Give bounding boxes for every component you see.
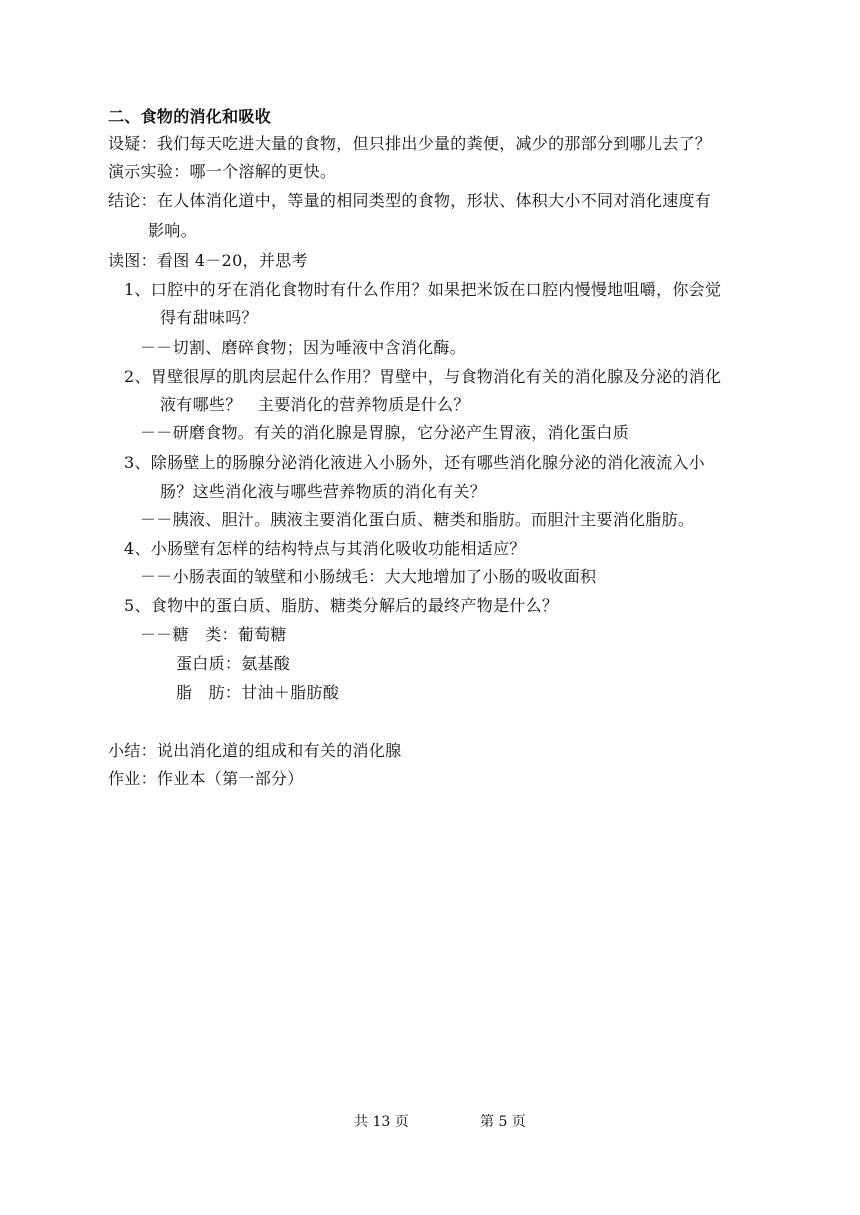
answer-1: －－切割、磨碎食物；因为唾液中含消化酶。 (140, 338, 467, 357)
answer-2: －－研磨食物。有关的消化腺是胃腺，它分泌产生胃液，消化蛋白质 (140, 423, 630, 442)
conclusion-line: 结论：在人体消化道中，等量的相同类型的食物，形状、体积大小不同对消化速度有 (108, 191, 712, 210)
question-2: 2、胃壁很厚的肌肉层起什么作用？胃壁中，与食物消化有关的消化腺及分泌的消化 (124, 367, 722, 386)
section-heading: 二、食物的消化和吸收 (108, 107, 272, 126)
question-1: 1、口腔中的牙在消化食物时有什么作用？如果把米饭在口腔内慢慢地咀嚼，你会觉 (124, 280, 722, 299)
question-2-continued: 液有哪些？ 主要消化的营养物质是什么？ (160, 395, 470, 414)
footer-total-pages: 共 13 页 (354, 1114, 409, 1130)
question-1-continued: 得有甜味吗？ (160, 308, 258, 327)
answer-3: －－胰液、胆汁。胰液主要消化蛋白质、糖类和脂肪。而胆汁主要消化脂肪。 (140, 510, 695, 529)
summary-line: 小结：说出消化道的组成和有关的消化腺 (108, 741, 402, 760)
question-5: 5、食物中的蛋白质、脂肪、糖类分解后的最终产物是什么？ (124, 596, 559, 615)
footer-current-page: 第 5 页 (480, 1114, 526, 1130)
question-3: 3、除肠壁上的肠腺分泌消化液进入小肠外，还有哪些消化腺分泌的消化液流入小 (124, 453, 705, 472)
conclusion-line-continued: 影响。 (148, 221, 197, 240)
question-line: 设疑：我们每天吃进大量的食物，但只排出少量的粪便，减少的那部分到哪儿去了？ (108, 134, 712, 153)
answer-5-protein: 蛋白质：氨基酸 (176, 654, 291, 673)
answer-5-sugar: －－糖 类：葡萄糖 (140, 625, 287, 644)
question-3-continued: 肠？这些消化液与哪些营养物质的消化有关？ (160, 482, 487, 501)
answer-4: －－小肠表面的皱壁和小肠绒毛：大大地增加了小肠的吸收面积 (140, 567, 597, 586)
experiment-line: 演示实验：哪一个溶解的更快。 (108, 162, 337, 181)
question-4: 4、小肠壁有怎样的结构特点与其消化吸收功能相适应？ (124, 539, 526, 558)
homework-line: 作业：作业本（第一部分） (108, 769, 304, 788)
figure-reading-line: 读图：看图 4－20，并思考 (108, 251, 308, 270)
answer-5-fat: 脂 肪：甘油＋脂肪酸 (176, 683, 340, 702)
